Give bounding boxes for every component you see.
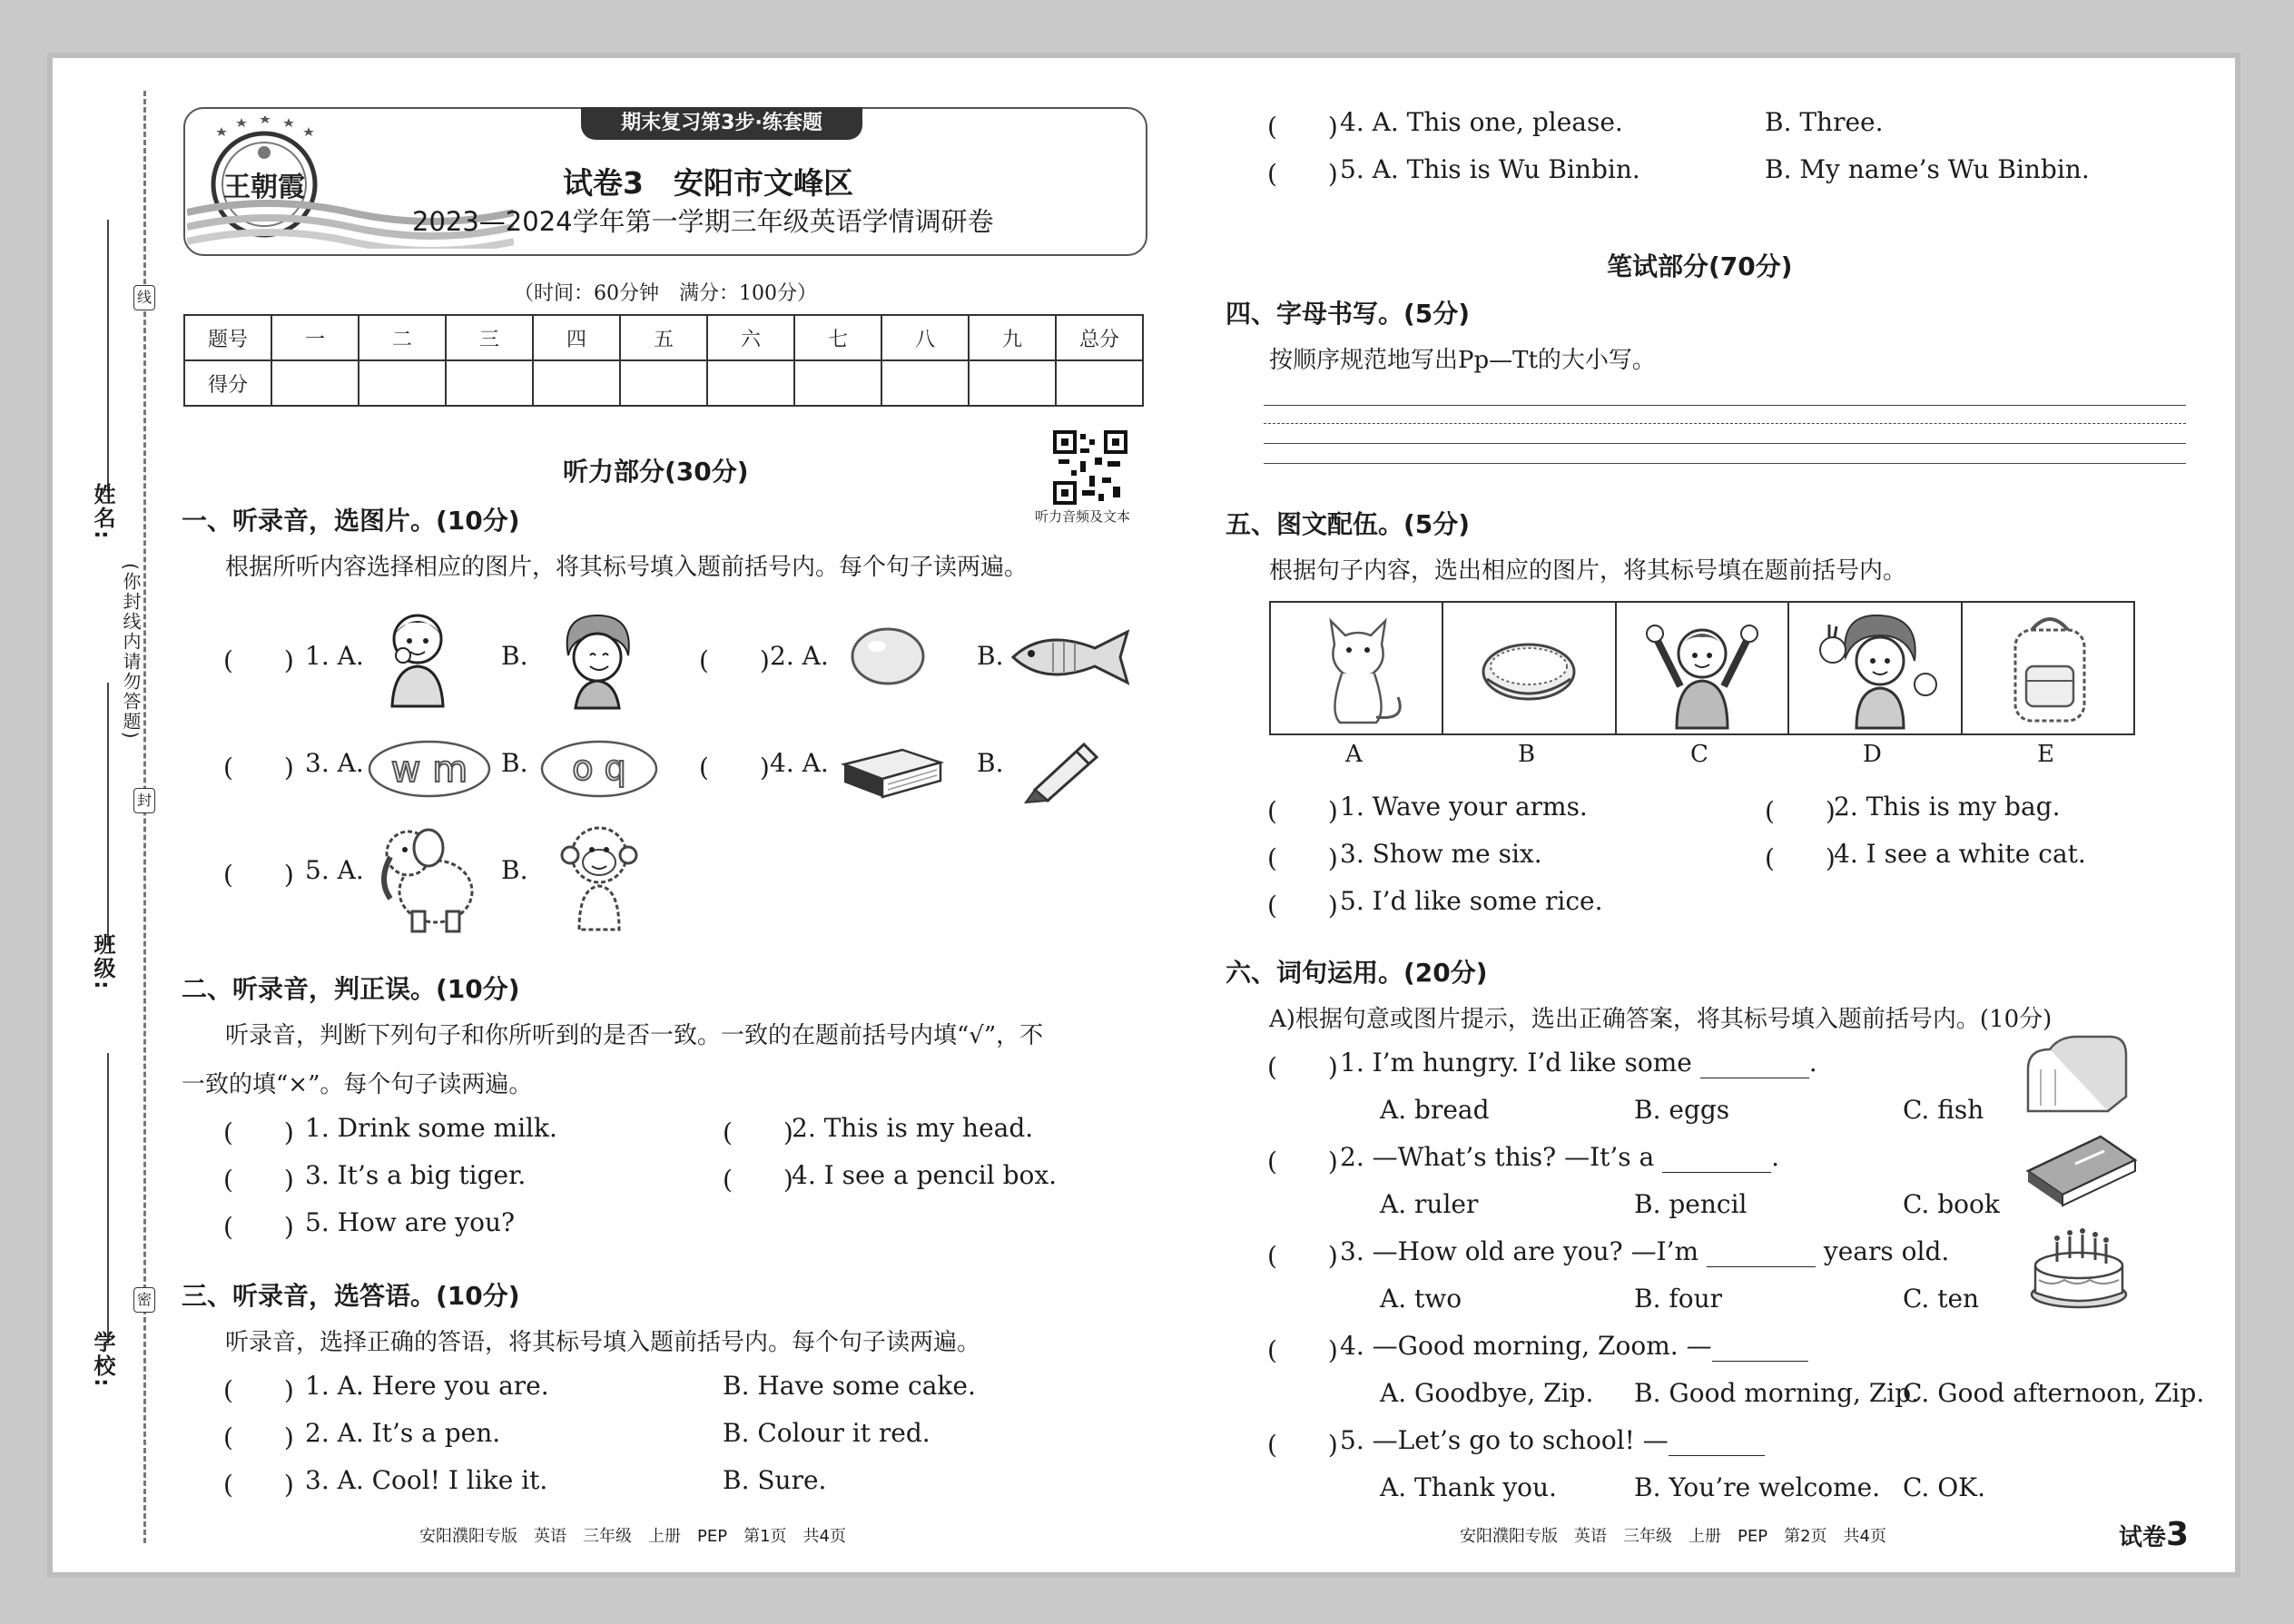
picture-rice [1443,603,1616,733]
q4b-crayon-picture [1017,735,1108,808]
qr-caption: 听力音频及文本 [1035,508,1131,525]
birthday-cake-picture [2024,1222,2133,1316]
answer-paren[interactable]: ( ) [223,1470,294,1500]
s3-item-5-b: B. My name’s Wu Binbin. [1765,154,2090,184]
bread-picture [2023,1033,2132,1118]
s3-item-1-b: B. Have some cake. [723,1371,976,1401]
class-write-line[interactable] [107,683,109,946]
s1-b-label: B. [501,748,528,778]
s6-q2-a: A. ruler [1380,1189,1479,1219]
section4-title: 四、字母书写。(5分) [1226,299,1471,329]
q2a-egg-picture [850,626,926,690]
q1b-girl-picture [552,610,643,714]
s6-q3-b: B. four [1634,1284,1723,1314]
answer-paren[interactable]: ( ) [223,1212,294,1242]
school-label: 学校: [90,1331,115,1389]
section6-title: 六、词句运用。(20分) [1226,958,1488,988]
name-label: 姓名: [90,483,115,541]
s1-q5: 5. A. [305,855,364,885]
s3-item-3-b: B. Sure. [723,1465,827,1495]
writing-line[interactable] [1264,463,2186,464]
section2-instruction-1: 听录音，判断下列句子和你所听到的是否一致。一致的在题前括号内填“√”，不 [225,1022,1044,1049]
label-d: D [1863,741,1882,768]
section2-instruction-2: 一致的填“×”。每个句子读两遍。 [182,1071,533,1098]
s1-b-label: B. [501,855,528,885]
class-label: 班级: [90,933,115,991]
label-c: C [1690,741,1708,768]
answer-paren[interactable]: ( ) [1267,1147,1338,1176]
svg-text:王朝霞: 王朝霞 [223,172,305,203]
paper-subtitle: 2023—2024学年第一学期三年级英语学情调研卷 [412,206,994,237]
answer-paren[interactable]: ( ) [1267,1430,1338,1460]
answer-paren[interactable]: ( ) [1267,112,1338,142]
s6-q5-c: C. OK. [1903,1472,1985,1502]
s6-q1-c: C. fish [1903,1095,1984,1125]
s1-b-label: B. [501,641,528,671]
answer-paren[interactable]: ( ) [1267,1241,1338,1271]
s5-item-4: 4. I see a white cat. [1834,839,2086,869]
label-b: B [1518,741,1536,768]
s1-q2: 2. A. [770,641,829,671]
answer-paren[interactable]: ( ) [1267,796,1338,826]
s3-item-3-a: 3. A. Cool! I like it. [305,1465,548,1495]
s6-q4-c: C. Good afternoon, Zip. [1903,1378,2205,1408]
s3-item-4-a: 4. A. This one, please. [1340,107,1623,137]
answer-paren[interactable]: ( ) [699,753,770,782]
answer-paren[interactable]: ( ) [223,1165,294,1195]
s6-q4-b: B. Good morning, Zip. [1634,1378,1920,1408]
writing-line[interactable] [1264,405,2186,406]
label-a: A [1345,741,1363,768]
qr-code[interactable] [1053,430,1127,508]
s1-b-label: B. [977,748,1004,778]
s5-item-3: 3. Show me six. [1340,839,1542,869]
svg-text:o q: o q [572,748,626,788]
school-write-line[interactable] [107,1053,109,1343]
q3a-letters-picture [367,739,492,802]
s1-q3: 3. A. [305,748,364,778]
s1-q4: 4. A. [770,748,829,778]
s6-q5: 5. —Let’s go to school! — [1340,1425,1765,1456]
s2-item-1: 1. Drink some milk. [305,1113,557,1143]
s6-q5-b: B. You’re welcome. [1634,1472,1881,1502]
book-picture [2023,1131,2141,1213]
s5-item-1: 1. Wave your arms. [1340,792,1588,822]
answer-paren[interactable]: ( ) [223,1117,294,1147]
s3-item-4-b: B. Three. [1765,107,1884,137]
writing-line[interactable] [1264,423,2186,424]
answer-paren[interactable]: ( ) [1267,159,1338,189]
q4a-book-picture [839,743,946,802]
s6-q1: 1. I’m hungry. I’d like some . [1340,1048,1817,1078]
answer-paren[interactable]: ( ) [223,1422,294,1452]
s6-q1-a: A. bread [1380,1095,1490,1125]
s3-item-5-a: 5. A. This is Wu Binbin. [1340,154,1640,184]
section4-instruction: 按顺序规范地写出Pp—Tt的大小写。 [1269,347,1656,374]
s6-q5-a: A. Thank you. [1380,1472,1557,1502]
answer-paren[interactable]: ( ) [223,753,294,782]
seal-mark-xian: 线 [133,285,155,310]
q2b-fish-picture [1008,625,1135,694]
s1-q1: 1. A. [305,641,364,671]
q1a-boy-picture [381,608,454,712]
picture-cat [1271,603,1443,733]
footer-right: 安阳濮阳专版 英语 三年级 上册 PEP 第2页 共4页 [1460,1527,1886,1546]
writing-line[interactable] [1264,443,2186,444]
s6-q3: 3. —How old are you? —I’m years old. [1340,1236,1950,1266]
written-heading: 笔试部分(70分) [1607,251,1793,281]
answer-paren[interactable]: ( ) [1267,891,1338,920]
picture-show-six-girl [1789,603,1962,733]
s6-q1-b: B. eggs [1634,1095,1730,1125]
answer-paren[interactable]: ( ) [223,1375,294,1405]
s3-item-2-a: 2. A. It’s a pen. [305,1418,501,1448]
s6-q2-b: B. pencil [1634,1189,1748,1219]
answer-paren[interactable]: ( ) [723,1165,793,1195]
paper-title: 试卷3 安阳市文峰区 [563,165,853,201]
s2-item-3: 3. It’s a big tiger. [305,1160,527,1190]
section1-instruction: 根据所听内容选择相应的图片，将其标号填入题前括号内。每个句子读两遍。 [225,554,1029,581]
q5b-monkey-picture [556,821,643,937]
q3b-letters-picture [539,739,659,802]
s2-item-2: 2. This is my head. [792,1113,1034,1143]
s6-q3-a: A. two [1380,1284,1462,1314]
s6-q4-a: A. Goodbye, Zip. [1380,1378,1594,1408]
answer-paren[interactable]: ( ) [699,645,770,675]
section6-subinstruction: A)根据句意或图片提示，选出正确答案，将其标号填入题前括号内。(10分) [1269,1006,2053,1033]
footer-left: 安阳濮阳专版 英语 三年级 上册 PEP 第1页 共4页 [419,1527,846,1546]
seal-mark-feng: 封 [133,788,155,813]
picture-wave-arms-boy [1617,603,1789,733]
listening-heading: 听力部分(30分) [563,457,749,487]
section5-title: 五、图文配伍。(5分) [1226,509,1471,539]
name-write-line[interactable] [107,220,109,492]
section5-instruction: 根据句子内容，选出相应的图片，将其标号填在题前括号内。 [1269,557,1907,585]
time-info: （时间：60分钟 满分：100分） [514,282,817,305]
s3-item-1-a: 1. A. Here you are. [305,1371,549,1401]
s6-q2: 2. —What’s this? —It’s a . [1340,1142,1780,1172]
s5-item-5: 5. I’d like some rice. [1340,886,1603,916]
score-table: 题号 一 二 三 四 五 六 七 八 九 总分 得分 [183,314,1144,407]
svg-text:w m: w m [390,749,468,791]
s6-q2-c: C. book [1903,1189,2000,1219]
answer-paren[interactable]: ( ) [223,860,294,890]
answer-paren[interactable]: ( ) [1267,843,1338,873]
picture-bag [1963,603,2133,733]
s6-q4: 4. —Good morning, Zoom. — [1340,1331,1808,1362]
answer-paren[interactable]: ( ) [1267,1052,1338,1082]
section3-instruction: 听录音，选择正确的答语，将其标号填入题前括号内。每个句子读两遍。 [225,1329,981,1356]
section1-title: 一、听录音，选图片。(10分) [182,506,520,536]
s5-item-2: 2. This is my bag. [1834,792,2061,822]
answer-paren[interactable]: ( ) [1765,796,1836,826]
s2-item-4: 4. I see a pencil box. [792,1160,1058,1190]
s2-item-5: 5. How are you? [305,1207,516,1237]
header-banner: 期末复习第3步·练套题 [581,107,862,140]
answer-paren[interactable]: ( ) [1267,1335,1338,1365]
margin-note: (你封线内请勿答题) [120,563,142,741]
section3-title: 三、听录音，选答语。(10分) [182,1281,520,1311]
paper-number-label: 试卷3 [2119,1516,2190,1553]
s6-q3-c: C. ten [1903,1284,1980,1314]
s3-item-2-b: B. Colour it red. [723,1418,930,1448]
label-e: E [2037,741,2054,768]
picture-grid [1269,601,2135,735]
q5a-elephant-picture [372,817,481,939]
s1-b-label: B. [977,641,1004,671]
answer-paren[interactable]: ( ) [223,645,294,675]
answer-paren[interactable]: ( ) [723,1117,793,1147]
seal-mark-mi: 密 [133,1287,155,1313]
section2-title: 二、听录音，判正误。(10分) [182,974,520,1004]
answer-paren[interactable]: ( ) [1765,843,1836,873]
